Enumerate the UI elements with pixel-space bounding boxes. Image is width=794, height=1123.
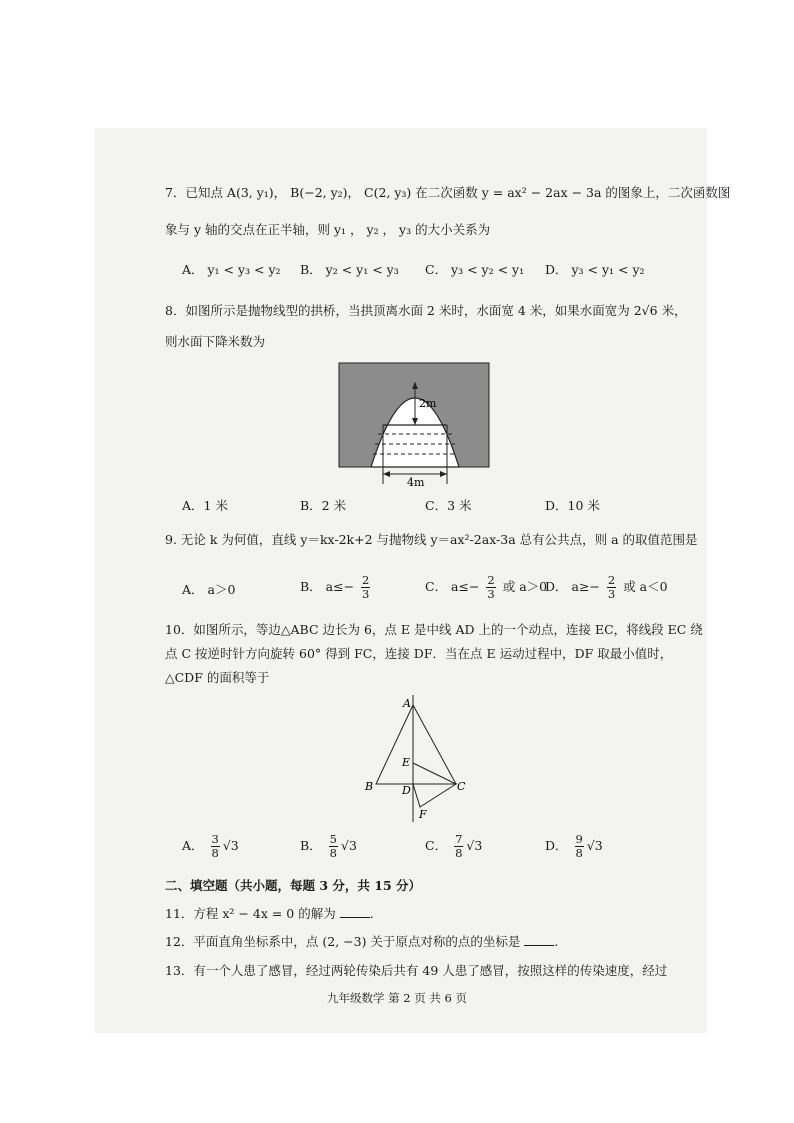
triangle-figure [358, 690, 478, 825]
sqrt: √3 [586, 838, 603, 853]
q12 [165, 934, 558, 950]
page-footer: 九年级数学 第 2 页 共 6 页 [326, 991, 468, 1005]
q10-line1: 10．如图所示，等边△ABC 边长为 6，点 E 是中线 AD 上的一个动点，连接 EC，将线段 EC 绕 [165, 622, 703, 637]
answer-blank[interactable] [524, 935, 554, 946]
q10-option-b-label: B． [300, 838, 322, 853]
q10-option-a-label: A． [182, 838, 204, 853]
q9-option-d-text: D． a≥− [545, 579, 600, 594]
fraction: $\frac{2}{3}$ [607, 573, 616, 601]
vertex-label-c: C [457, 780, 466, 793]
q9-option-c[interactable] [425, 574, 547, 601]
q10-option-d-label: D． [545, 838, 568, 853]
q7-line2: 象与 y 轴的交点在正半轴，则 y₁ ， y₂ ， y₃ 的大小关系为 [165, 222, 491, 237]
q8-line1: 8．如图所示是抛物线型的拱桥，当拱顶离水面 2 米时，水面宽 4 米，如果水面宽为 2√6 米， [165, 303, 687, 318]
fig-width-label: 4m [407, 476, 425, 488]
fraction: $\frac{3}{8}$ [211, 832, 219, 860]
q9-option-b-text: B． a≤− [300, 579, 355, 594]
q10-option-c[interactable] [425, 833, 482, 860]
q10-option-d[interactable] [545, 833, 603, 860]
q12-text: 12．平面直角坐标系中，点 (2, −3) 关于原点对称的点的坐标是 [165, 934, 521, 949]
q13-line1: 13．有一个人患了感冒，经过两轮传染后共有 49 人患了感冒，按照这样的传染速度，经过 [165, 963, 668, 978]
q8-line2: 则水面下降米数为 [165, 334, 266, 349]
arch-bridge-figure [338, 362, 490, 488]
fraction: $\frac{9}{8}$ [575, 832, 583, 860]
fraction: $\frac{2}{3}$ [487, 573, 495, 601]
q10-line2: 点 C 按逆时针方向旋转 60° 得到 FC，连接 DF．当在点 E 运动过程中，DF 取最小值时， [165, 646, 673, 661]
q8-option-d[interactable]: D．10 米 [545, 498, 600, 513]
q11-end: . [369, 906, 374, 921]
answer-blank[interactable] [340, 907, 370, 918]
vertex-label-d: D [402, 784, 411, 797]
q9-option-c-text: C． a≤− [425, 579, 480, 594]
q9-option-d[interactable] [545, 574, 668, 601]
vertex-label-f: F [419, 808, 427, 821]
q9-option-d-tail: 或 a＜0 [623, 579, 668, 594]
q12-end: . [554, 934, 559, 949]
q9-option-b[interactable] [300, 574, 373, 601]
q7-line1: 7．已知点 A(3, y₁)， B(−2, y₂)， C(2, y₃) 在二次函数 y = ax² − 2ax − 3a 的图象上，二次函数图 [165, 185, 731, 200]
q9-option-a[interactable]: A． a＞0 [182, 582, 236, 597]
q8-option-a[interactable]: A．1 米 [182, 498, 228, 513]
vertex-label-e: E [402, 756, 411, 769]
fig-height-label: 2m [419, 397, 437, 410]
q10-option-a[interactable] [182, 833, 239, 860]
section-heading: 二、填空题（共小题，每题 3 分，共 15 分） [165, 878, 422, 893]
q7-option-d[interactable]: D． y₃ < y₁ < y₂ [545, 262, 645, 277]
q11 [165, 906, 374, 922]
q8-option-b[interactable]: B．2 米 [300, 498, 347, 513]
q9-line1: 9. 无论 k 为何值，直线 y＝kx-2k+2 与抛物线 y＝ax²-2ax-3a 总有公共点，则 a 的取值范围是 [165, 532, 698, 547]
fraction: $\frac{5}{8}$ [329, 832, 337, 860]
sqrt: √3 [222, 838, 239, 853]
q7-option-a[interactable]: A． y₁ < y₃ < y₂ [182, 262, 281, 277]
vertex-label-b: B [365, 780, 374, 793]
q7-option-b[interactable]: B． y₂ < y₁ < y₃ [300, 262, 399, 277]
sqrt: √3 [466, 838, 483, 853]
q10-option-c-label: C． [425, 838, 448, 853]
sqrt: √3 [341, 838, 357, 853]
vertex-label-a: A [403, 697, 411, 710]
q10-option-b[interactable] [300, 833, 357, 860]
q11-text: 11．方程 x² − 4x = 0 的解为 [165, 906, 336, 921]
q7-option-c[interactable]: C． y₃ < y₂ < y₁ [425, 262, 525, 277]
fraction: $\frac{7}{8}$ [455, 832, 463, 860]
fraction: $\frac{2}{3}$ [362, 573, 370, 601]
q10-line3: △CDF 的面积等于 [165, 670, 270, 685]
q9-option-c-tail: 或 a＞0 [502, 579, 548, 594]
q8-option-c[interactable]: C．3 米 [425, 498, 472, 513]
